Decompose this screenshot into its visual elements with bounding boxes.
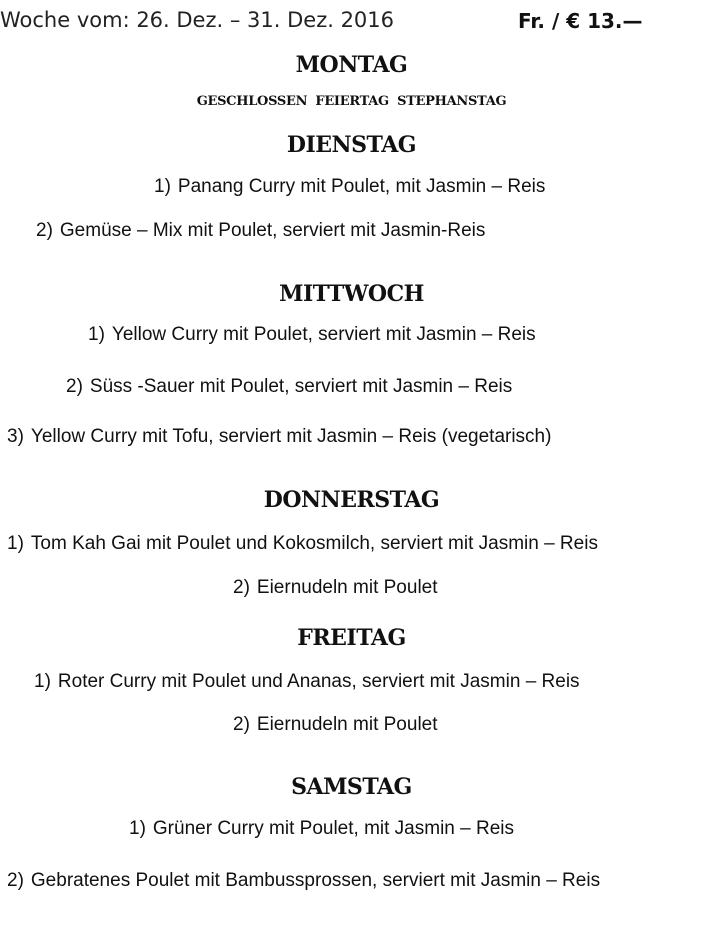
menu-item-number: 2) <box>66 376 83 397</box>
menu-item <box>34 671 580 693</box>
menu-item-number: 3) <box>7 426 24 447</box>
menu-item-text: Süss -Sauer mit Poulet, serviert mit Jasmin – Reis <box>89 376 513 397</box>
menu-item <box>66 376 512 398</box>
menu-item <box>233 577 438 599</box>
menu-item-number: 2) <box>233 577 250 598</box>
menu-item-number: 1) <box>129 818 146 839</box>
menu-item-number: 2) <box>36 220 53 241</box>
menu-item-text: Gebratenes Poulet mit Bambussprossen, serviert mit Jasmin – Reis <box>30 870 601 891</box>
day-heading-freitag: FREITAG <box>297 625 406 651</box>
day-heading-samstag: SAMSTAG <box>291 774 412 800</box>
day-note-montag: GESCHLOSSEN FEIERTAG STEPHANSTAG <box>196 94 507 109</box>
menu-item <box>7 870 600 892</box>
menu-item <box>88 324 536 346</box>
menu-item-number: 1) <box>88 324 105 345</box>
menu-item-text: Tom Kah Gai mit Poulet und Kokosmilch, serviert mit Jasmin – Reis <box>30 533 598 554</box>
menu-item-text: Eiernudeln mit Poulet <box>256 714 438 735</box>
menu-item-number: 1) <box>154 176 171 197</box>
header-week: Woche vom: 26. Dez. – 31. Dez. 2016 <box>0 8 395 32</box>
menu-item-number: 1) <box>7 533 24 554</box>
menu-item-number: 2) <box>7 870 24 891</box>
menu-item <box>233 714 438 736</box>
menu-item-text: Eiernudeln mit Poulet <box>256 577 438 598</box>
day-heading-montag: MONTAG <box>295 52 408 78</box>
menu-item-text: Roter Curry mit Poulet und Ananas, serviert mit Jasmin – Reis <box>57 671 580 692</box>
menu-item-text: Panang Curry mit Poulet, mit Jasmin – Reis <box>177 176 546 197</box>
menu-item-text: Yellow Curry mit Tofu, serviert mit Jasmin – Reis (vegetarisch) <box>30 426 552 447</box>
menu-item-text: Grüner Curry mit Poulet, mit Jasmin – Reis <box>152 818 514 839</box>
menu-item <box>129 818 514 840</box>
day-heading-mittwoch: MITTWOCH <box>279 281 424 307</box>
header-price: Fr. / € 13.— <box>518 9 643 33</box>
menu-item-text: Yellow Curry mit Poulet, serviert mit Jasmin – Reis <box>111 324 536 345</box>
day-heading-donnerstag: DONNERSTAG <box>263 487 440 513</box>
menu-item-number: 2) <box>233 714 250 735</box>
menu-item-text: Gemüse – Mix mit Poulet, serviert mit Jasmin-Reis <box>59 220 486 241</box>
menu-item <box>154 176 545 198</box>
day-heading-dienstag: DIENSTAG <box>286 132 417 158</box>
menu-item <box>36 220 485 242</box>
menu-item <box>7 426 551 448</box>
menu-item <box>7 533 598 555</box>
menu-item-number: 1) <box>34 671 51 692</box>
